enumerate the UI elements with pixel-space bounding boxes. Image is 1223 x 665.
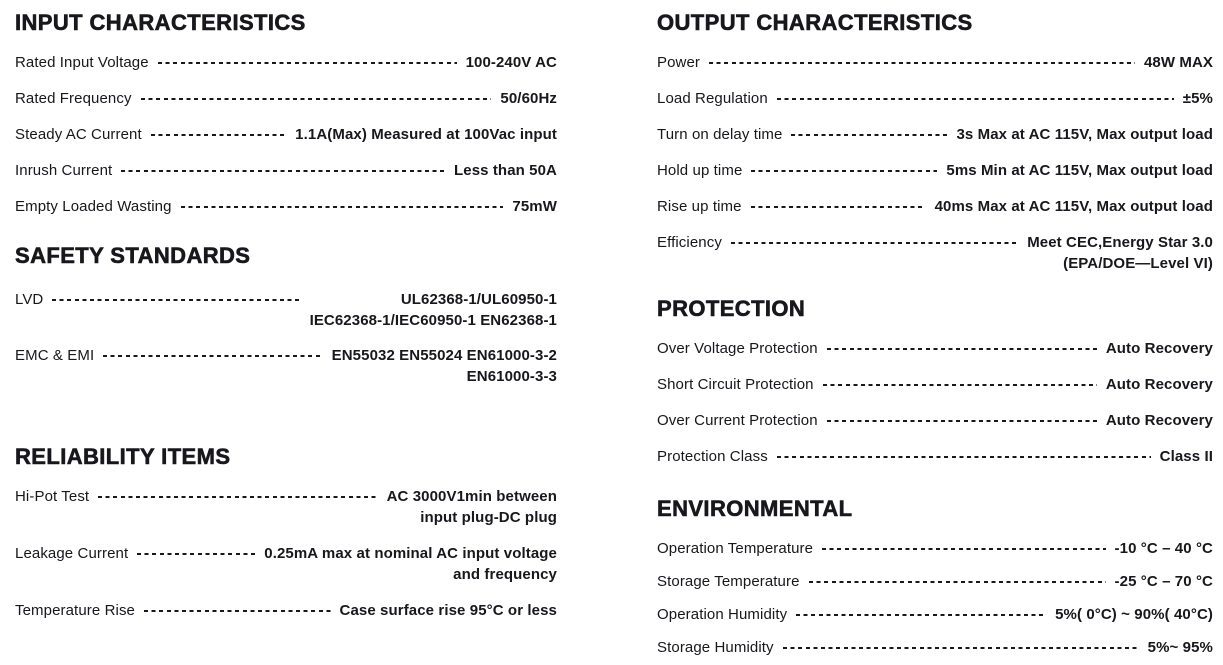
section-title: RELIABILITY ITEMS [15, 444, 231, 469]
dotted-leader [52, 299, 300, 301]
spec-label: Efficiency [657, 234, 722, 251]
spec-row-over-current-protection [657, 410, 1213, 431]
spec-value [310, 289, 557, 331]
section-protection [657, 294, 1213, 467]
section-title: SAFETY STANDARDS [15, 243, 251, 268]
spec-row-efficiency [657, 232, 1213, 274]
spec-value [454, 160, 557, 181]
spec-value [956, 124, 1213, 145]
spec-label: Rated Input Voltage [15, 54, 149, 71]
spec-value-line: (EPA/DOE—Level VI) [1063, 255, 1213, 272]
spec-label: Leakage Current [15, 545, 129, 562]
spec-value [1183, 88, 1213, 109]
dotted-leader [98, 496, 377, 498]
section-title: OUTPUT CHARACTERISTICS [657, 10, 973, 35]
spec-row-emc-emi [15, 345, 557, 387]
spec-value-line: -25 °C – 70 °C [1114, 573, 1213, 590]
spec-value-line: 1.1A(Max) Measured at 100Vac input [295, 126, 557, 143]
spec-value-line: 5%~ 95% [1147, 639, 1213, 656]
spec-row-storage-humidity [657, 637, 1213, 658]
spec-value-line: 75mW [512, 198, 557, 215]
section-reliability-items [15, 442, 557, 621]
spec-label: Load Regulation [657, 90, 768, 107]
spec-label: Storage Temperature [657, 573, 800, 590]
dotted-leader [827, 348, 1097, 350]
spec-row-storage-temperature [657, 571, 1213, 592]
spec-value-line: Class II [1159, 448, 1213, 465]
spec-value [1106, 374, 1213, 395]
right-column [657, 8, 1213, 665]
spec-row-short-circuit-protection [657, 374, 1213, 395]
section-output-characteristics [657, 8, 1213, 274]
dotted-leader [141, 98, 492, 100]
spec-row-power [657, 52, 1213, 73]
spec-label: Turn on delay time [657, 126, 783, 143]
spec-row-rated-frequency [15, 88, 557, 109]
section-title: INPUT CHARACTERISTICS [15, 10, 306, 35]
spec-value [264, 543, 557, 585]
spec-value-line: ±5% [1182, 90, 1213, 107]
spec-row-protection-class [657, 446, 1213, 467]
dotted-leader [809, 581, 1106, 583]
spec-label: Inrush Current [15, 162, 113, 179]
spec-row-steady-ac-current [15, 124, 557, 145]
spec-label: Short Circuit Protection [657, 376, 814, 393]
spec-value-line: Auto Recovery [1105, 412, 1213, 429]
spec-label: Protection Class [657, 448, 768, 465]
dotted-leader [121, 170, 445, 172]
dotted-leader [751, 206, 926, 208]
dotted-leader [796, 614, 1046, 616]
spec-value-line: IEC62368-1/IEC60950-1 EN62368-1 [309, 312, 557, 329]
spec-row-empty-loaded-wasting [15, 196, 557, 217]
section-environmental [657, 494, 1213, 658]
dotted-leader [144, 610, 331, 612]
spec-value-line: Case surface rise 95°C or less [339, 602, 557, 619]
spec-label: EMC & EMI [15, 347, 95, 364]
spec-value [1115, 571, 1213, 592]
dotted-leader [751, 170, 937, 172]
spec-value-line: UL62368-1/UL60950-1 [400, 291, 557, 308]
spec-value-line: AC 3000V1min between [386, 488, 557, 505]
spec-value-line: 48W MAX [1143, 54, 1213, 71]
spec-label: LVD [15, 291, 44, 308]
spec-value-line: and frequency [453, 566, 557, 583]
spec-label: Temperature Rise [15, 602, 135, 619]
spec-value-line: 5ms Min at AC 115V, Max output load [946, 162, 1213, 179]
section-title: PROTECTION [657, 296, 806, 321]
dotted-leader [158, 62, 457, 64]
spec-label: Operation Humidity [657, 606, 788, 623]
spec-label: Operation Temperature [657, 540, 814, 557]
spec-value [466, 52, 557, 73]
dotted-leader [791, 134, 947, 136]
spec-row-inrush-current [15, 160, 557, 181]
spec-value [1106, 338, 1213, 359]
spec-value-line: -10 °C – 40 °C [1114, 540, 1213, 557]
dotted-leader [731, 242, 1018, 244]
spec-value [1115, 538, 1213, 559]
section-title: ENVIRONMENTAL [657, 496, 853, 521]
spec-value [1055, 604, 1213, 625]
spec-value [512, 196, 557, 217]
spec-label: Hold up time [657, 162, 743, 179]
dotted-leader [777, 98, 1174, 100]
spec-row-operation-humidity [657, 604, 1213, 625]
dotted-leader [777, 456, 1151, 458]
spec-value [1106, 410, 1213, 431]
left-column [15, 8, 557, 665]
column-gap [557, 8, 657, 665]
spec-row-rated-input-voltage [15, 52, 557, 73]
spec-value [1144, 52, 1213, 73]
dotted-leader [827, 420, 1097, 422]
spec-row-over-voltage-protection [657, 338, 1213, 359]
spec-value [1027, 232, 1213, 274]
spec-label: Hi-Pot Test [15, 488, 90, 505]
spec-row-temperature-rise [15, 600, 557, 621]
spec-value-line: Meet CEC,Energy Star 3.0 [1027, 234, 1213, 251]
spec-value [340, 600, 557, 621]
spec-label: Rise up time [657, 198, 742, 215]
dotted-leader [783, 647, 1139, 649]
spec-row-hold-up-time [657, 160, 1213, 181]
spec-value-line: 0.25mA max at nominal AC input voltage [264, 545, 557, 562]
spec-value-line: 40ms Max at AC 115V, Max output load [934, 198, 1213, 215]
spec-value [332, 345, 557, 387]
spec-label: Power [657, 54, 701, 71]
spec-value-line: EN61000-3-3 [466, 368, 557, 385]
spec-value-line: Auto Recovery [1105, 340, 1213, 357]
spec-label: Over Voltage Protection [657, 340, 818, 357]
spec-row-rise-up-time [657, 196, 1213, 217]
spec-value-line: 3s Max at AC 115V, Max output load [956, 126, 1213, 143]
spec-value [1148, 637, 1213, 658]
spec-label: Empty Loaded Wasting [15, 198, 172, 215]
dotted-leader [822, 548, 1105, 550]
spec-value-line: 50/60Hz [500, 90, 557, 107]
section-input-characteristics [15, 8, 557, 217]
spec-row-turn-on-delay-time [657, 124, 1213, 145]
spec-row-lvd [15, 289, 557, 331]
dotted-leader [709, 62, 1135, 64]
section-safety-standards [15, 241, 557, 387]
spec-value [500, 88, 557, 109]
spec-value-line: EN55032 EN55024 EN61000-3-2 [331, 347, 557, 364]
spec-label: Steady AC Current [15, 126, 142, 143]
dotted-leader [137, 553, 255, 555]
spec-row-leakage-current [15, 543, 557, 585]
spec-value-line: 100-240V AC [465, 54, 557, 71]
spec-value-line: Auto Recovery [1105, 376, 1213, 393]
spec-label: Storage Humidity [657, 639, 774, 656]
spec-value [1160, 446, 1213, 467]
spec-row-load-regulation [657, 88, 1213, 109]
spec-label: Rated Frequency [15, 90, 132, 107]
dotted-leader [103, 355, 322, 357]
spec-label: Over Current Protection [657, 412, 818, 429]
dotted-leader [823, 384, 1097, 386]
spec-value-line: Less than 50A [453, 162, 557, 179]
spec-value [387, 486, 557, 528]
spec-row-operation-temperature [657, 538, 1213, 559]
dotted-leader [151, 134, 286, 136]
dotted-leader [181, 206, 504, 208]
spec-row-hi-pot-test [15, 486, 557, 528]
spec-value-line: 5%( 0°C) ~ 90%( 40°C) [1055, 606, 1213, 623]
spec-value [935, 196, 1213, 217]
spec-value-line: input plug-DC plug [420, 509, 557, 526]
spec-value [946, 160, 1213, 181]
spec-value [295, 124, 557, 145]
